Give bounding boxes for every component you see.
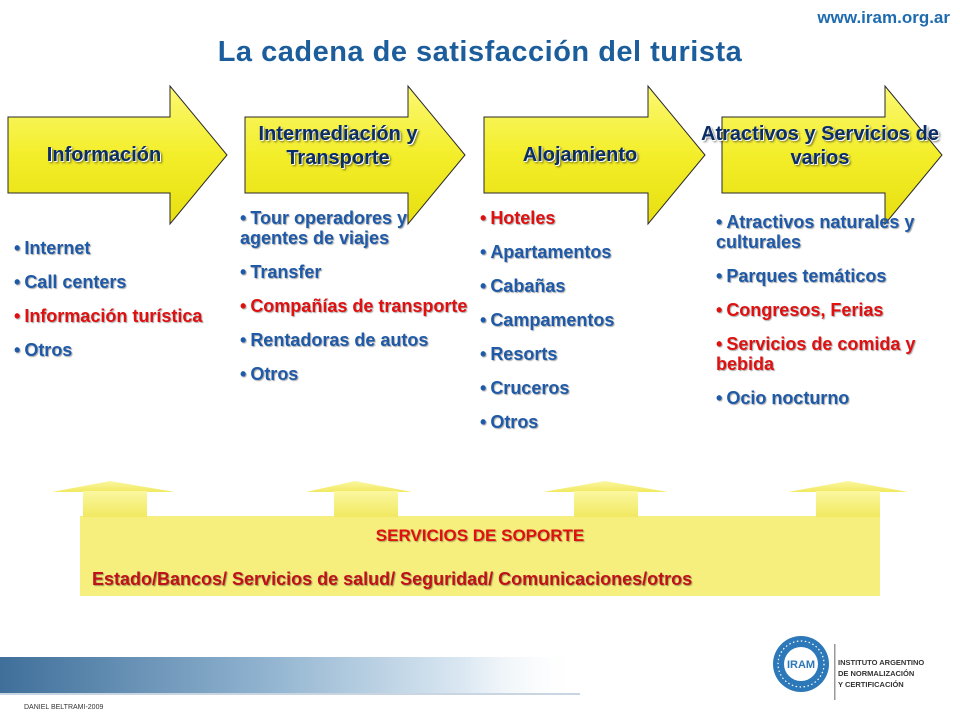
stage-item-text: Call centers — [24, 272, 127, 292]
stage-item — [480, 276, 680, 296]
stage-item — [716, 300, 952, 320]
stage-item-text: Apartamentos — [490, 242, 612, 262]
stage-item-text: Servicios de comida y bebida — [716, 334, 916, 374]
bullet-icon: • — [240, 262, 247, 282]
stage-list-atractivos — [716, 212, 952, 422]
stage-item-text: Cabañas — [490, 276, 566, 296]
stage-list-intermediacion — [240, 208, 470, 398]
stage-item — [14, 238, 219, 258]
bullet-icon: • — [14, 272, 21, 292]
stage-item — [14, 340, 219, 360]
stage-item — [716, 212, 952, 252]
bullet-icon: • — [240, 208, 247, 228]
stage-item — [716, 266, 952, 286]
stage-item-text: Hoteles — [490, 208, 556, 228]
up-arrow-1 — [52, 481, 175, 517]
org-line: Y CERTIFICACIÓN — [838, 680, 904, 689]
stage-item — [240, 364, 470, 384]
stage-item-text: Tour operadores y agentes de viajes — [240, 208, 408, 248]
stage-item-text: Campamentos — [490, 310, 615, 330]
author-credit: DANIEL BELTRAMI-2009 — [24, 704, 104, 711]
bullet-icon: • — [240, 296, 247, 316]
stage-item — [480, 344, 680, 364]
footer-band — [0, 657, 580, 693]
org-line: INSTITUTO ARGENTINO — [838, 658, 925, 667]
stage-item — [480, 242, 680, 262]
stage-item-text: Otros — [250, 364, 299, 384]
site-url[interactable]: www.iram.org.ar — [817, 8, 950, 27]
org-line: DE NORMALIZACIÓN — [838, 669, 915, 678]
stage-label-atractivos: Atractivos y Servicios de varios — [701, 123, 939, 169]
stage-item — [480, 378, 680, 398]
stage-item — [240, 262, 470, 282]
stage-item-text: Atractivos naturales y culturales — [716, 212, 915, 252]
stage-item-text: Otros — [490, 412, 539, 432]
bullet-icon: • — [480, 412, 487, 432]
stage-item — [716, 388, 952, 408]
bullet-icon: • — [480, 344, 487, 364]
bullet-icon: • — [716, 334, 723, 354]
stage-list-alojamiento — [480, 208, 680, 446]
bullet-icon: • — [716, 266, 723, 286]
stage-item — [716, 334, 952, 374]
stage-item — [480, 310, 680, 330]
bullet-icon: • — [716, 300, 723, 320]
stage-item — [480, 208, 680, 228]
stage-list-informacion — [14, 238, 219, 374]
stage-item-text: Parques temáticos — [726, 266, 887, 286]
up-arrow-2 — [306, 481, 412, 517]
stage-item-text: Congresos, Ferias — [726, 300, 884, 320]
bullet-icon: • — [14, 306, 21, 326]
stage-item-text: Otros — [24, 340, 73, 360]
stage-item-text: Información turística — [24, 306, 203, 326]
support-text: Estado/Bancos/ Servicios de salud/ Seguridad/ Comunicaciones/otros — [92, 569, 693, 589]
up-arrow-4 — [788, 481, 908, 517]
stage-item-text: Ocio nocturno — [726, 388, 850, 408]
bullet-icon: • — [14, 340, 21, 360]
stage-item — [240, 208, 470, 248]
bullet-icon: • — [480, 310, 487, 330]
up-arrow-3 — [543, 481, 668, 517]
stage-item — [480, 412, 680, 432]
stage-item-text: Rentadoras de autos — [250, 330, 429, 350]
bullet-icon: • — [480, 276, 487, 296]
stage-item-text: Transfer — [250, 262, 322, 282]
bullet-icon: • — [480, 242, 487, 262]
logo-text: IRAM — [786, 659, 816, 671]
iram-logo — [773, 636, 836, 700]
stage-item-text: Cruceros — [490, 378, 570, 398]
org-name — [838, 657, 948, 690]
stage-item — [240, 330, 470, 350]
bullet-icon: • — [480, 378, 487, 398]
bullet-icon: • — [716, 212, 723, 232]
stage-label-intermediacion: Intermediación y Transporte — [258, 123, 418, 169]
bullet-icon: • — [716, 388, 723, 408]
bullet-icon: • — [14, 238, 21, 258]
bullet-icon: • — [240, 330, 247, 350]
stage-label-informacion: Información — [46, 144, 162, 166]
stage-item-text: Resorts — [490, 344, 558, 364]
bullet-icon: • — [240, 364, 247, 384]
stage-item-text: Compañías de transporte — [250, 296, 468, 316]
stage-item-text: Internet — [24, 238, 91, 258]
stage-label-alojamiento: Alojamiento — [522, 144, 638, 166]
page-title: La cadena de satisfacción del turista — [217, 36, 743, 68]
support-title: SERVICIOS DE SOPORTE — [375, 526, 585, 545]
stage-item — [14, 306, 219, 326]
bullet-icon: • — [480, 208, 487, 228]
stage-item — [240, 296, 470, 316]
stage-item — [14, 272, 219, 292]
